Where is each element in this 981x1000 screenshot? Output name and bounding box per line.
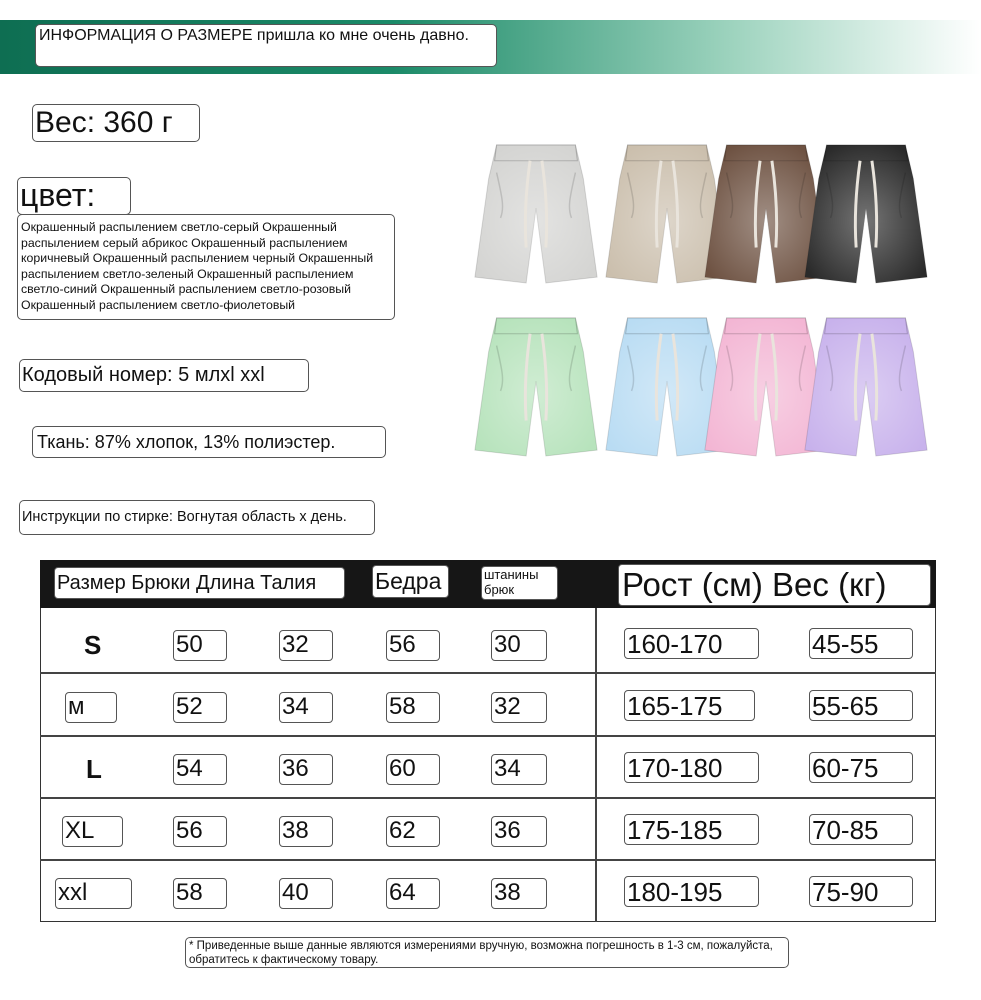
shorts-4-icon — [797, 138, 935, 290]
weight-range: 45-55 — [809, 628, 913, 659]
header-hips: Бедра — [372, 565, 449, 598]
product-weight: Вес: 360 г — [32, 104, 200, 142]
fabric-composition: Ткань: 87% хлопок, 13% полиэстер. — [32, 426, 386, 458]
size-label: S — [84, 630, 102, 660]
height-range: 180-195 — [624, 876, 759, 907]
row-divider — [40, 735, 936, 737]
height-range: 175-185 — [624, 814, 759, 845]
size-label: XL — [62, 816, 123, 847]
waist-value: 40 — [279, 878, 333, 909]
hips-value: 64 — [386, 878, 440, 909]
waist-value: 38 — [279, 816, 333, 847]
waist-value: 34 — [279, 692, 333, 723]
size-label: L — [86, 754, 102, 784]
shorts-1-icon — [467, 138, 605, 290]
size-label: xxl — [55, 878, 132, 909]
length-value: 54 — [173, 754, 227, 785]
length-value: 56 — [173, 816, 227, 847]
weight-range: 75-90 — [809, 876, 913, 907]
column-divider — [595, 608, 597, 922]
size-table — [40, 560, 936, 922]
hips-value: 56 — [386, 630, 440, 661]
height-range: 170-180 — [624, 752, 759, 783]
header-leg-opening: штанины брюк — [481, 566, 558, 600]
leg-opening-value: 34 — [491, 754, 547, 785]
row-divider — [40, 672, 936, 674]
leg-opening-value: 30 — [491, 630, 547, 661]
header-size-length-waist: Размер Брюки Длина Талия — [54, 567, 345, 599]
row-divider — [40, 859, 936, 861]
color-label: цвет: — [17, 177, 131, 215]
height-range: 165-175 — [624, 690, 755, 721]
waist-value: 36 — [279, 754, 333, 785]
header-height-weight: Рост (см) Вес (кг) — [618, 564, 931, 606]
waist-value: 32 — [279, 630, 333, 661]
leg-opening-value: 38 — [491, 878, 547, 909]
row-divider — [40, 797, 936, 799]
leg-opening-value: 36 — [491, 816, 547, 847]
shorts-5-icon — [467, 311, 605, 463]
weight-range: 55-65 — [809, 690, 913, 721]
length-value: 58 — [173, 878, 227, 909]
measurement-footnote: * Приведенные выше данные являются измерениями вручную, возможна погрешность в 1-3 см, пожалуйста, обратитесь к фактическому товару. — [185, 937, 789, 968]
wash-instructions: Инструкции по стирке: Вогнутая область х день. — [19, 500, 375, 535]
size-info-title: ИНФОРМАЦИЯ О РАЗМЕРЕ пришла ко мне очень давно. — [35, 24, 497, 67]
weight-range: 60-75 — [809, 752, 913, 783]
height-range: 160-170 — [624, 628, 759, 659]
length-value: 52 — [173, 692, 227, 723]
color-description: Окрашенный распылением светло-серый Окрашенный распылением серый абрикос Окрашенный распылением коричневый Окрашенный распылением черный Окрашенный распылением светло-зеленый Окрашенный распылением светло-синий Окрашенный распылением светло-розовый Окрашенный распылением светло-фиолетовый — [17, 214, 395, 320]
hips-value: 62 — [386, 816, 440, 847]
shorts-8-icon — [797, 311, 935, 463]
leg-opening-value: 32 — [491, 692, 547, 723]
weight-range: 70-85 — [809, 814, 913, 845]
length-value: 50 — [173, 630, 227, 661]
hips-value: 58 — [386, 692, 440, 723]
hips-value: 60 — [386, 754, 440, 785]
product-code: Кодовый номер: 5 млxl xxl — [19, 359, 309, 392]
size-label: м — [65, 692, 117, 723]
